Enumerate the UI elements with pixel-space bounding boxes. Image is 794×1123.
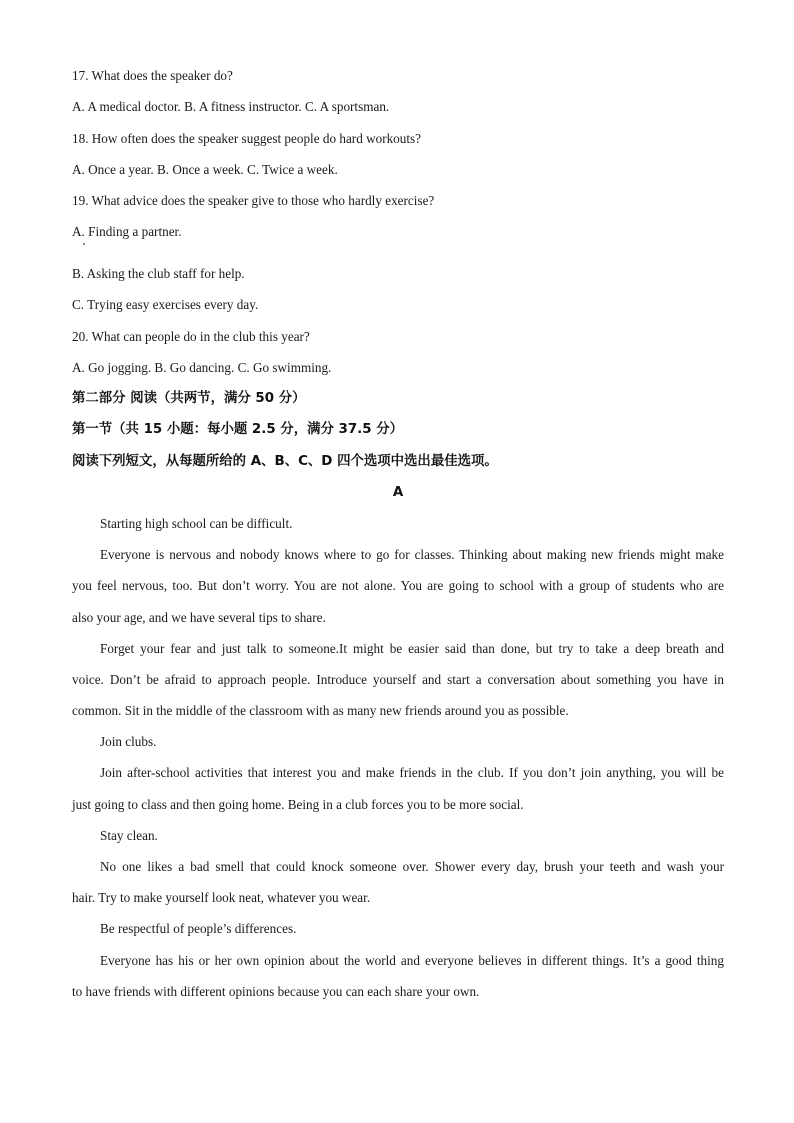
passage-line: just going to class and then going home. Being in a club forces you to be more social. [72, 797, 524, 812]
passage-line: common. Sit in the middle of the classroom with as many new friends around you as possible. [72, 703, 569, 718]
question-17-options: A. A medical doctor. B. A fitness instructor. C. A sportsman. [72, 99, 390, 114]
question-18-options: A. Once a year. B. Once a week. C. Twice a week. [72, 162, 338, 177]
passage-line: to have friends with different opinions because you can each share your own. [72, 984, 480, 999]
question-20: 20. What can people do in the club this year? [72, 329, 310, 344]
passage-heading-stay-clean: Stay clean. [100, 828, 158, 843]
passage-line: Starting high school can be difficult. [100, 516, 293, 531]
question-20-options: A. Go jogging. B. Go dancing. C. Go swimming. [72, 360, 332, 375]
passage-line: Forget your fear and just talk to someone.It might be easier said than done, but try to take a deep breath and [100, 641, 724, 656]
stray-dot-mark [83, 243, 85, 245]
passage-line: Join after-school activities that interest you and make friends in the club. If you don’t join anything, you will be [100, 765, 724, 780]
passage-line: you feel nervous, too. But don’t worry. You are not alone. You are going to school with a group of students who are [72, 578, 724, 593]
passage-heading-join-clubs: Join clubs. [100, 734, 157, 749]
section-one-title: 第一节（共 15 小题：每小题 2.5 分，满分 37.5 分） [72, 422, 404, 437]
passage-line: Everyone is nervous and nobody knows where to go for classes. Thinking about making new friends might make [100, 547, 724, 562]
passage-line: Everyone has his or her own opinion about the world and everyone believes in different things. It’s a good thing [100, 953, 724, 968]
question-19-option-a: A. Finding a partner. [72, 224, 182, 239]
question-19-option-c: C. Trying easy exercises every day. [72, 297, 259, 312]
passage-label: A [392, 485, 404, 500]
question-19-option-b: B. Asking the club staff for help. [72, 266, 245, 281]
passage-line: hair. Try to make yourself look neat, whatever you wear. [72, 890, 371, 905]
passage-line: No one likes a bad smell that could knock someone over. Shower every day, brush your teeth and wash your [100, 859, 724, 874]
passage-heading-respect: Be respectful of people’s differences. [100, 921, 297, 936]
passage-line: voice. Don’t be afraid to approach people. Introduce yourself and start a conversation about something you have in [72, 672, 724, 687]
passage-line: also your age, and we have several tips to share. [72, 610, 326, 625]
reading-instruction: 阅读下列短文，从每题所给的 A、B、C、D 四个选项中选出最佳选项。 [72, 454, 498, 469]
part-two-title: 第二部分 阅读（共两节，满分 50 分） [72, 391, 306, 406]
question-18: 18. How often does the speaker suggest people do hard workouts? [72, 131, 422, 146]
question-19: 19. What advice does the speaker give to those who hardly exercise? [72, 193, 435, 208]
question-17: 17. What does the speaker do? [72, 68, 233, 83]
